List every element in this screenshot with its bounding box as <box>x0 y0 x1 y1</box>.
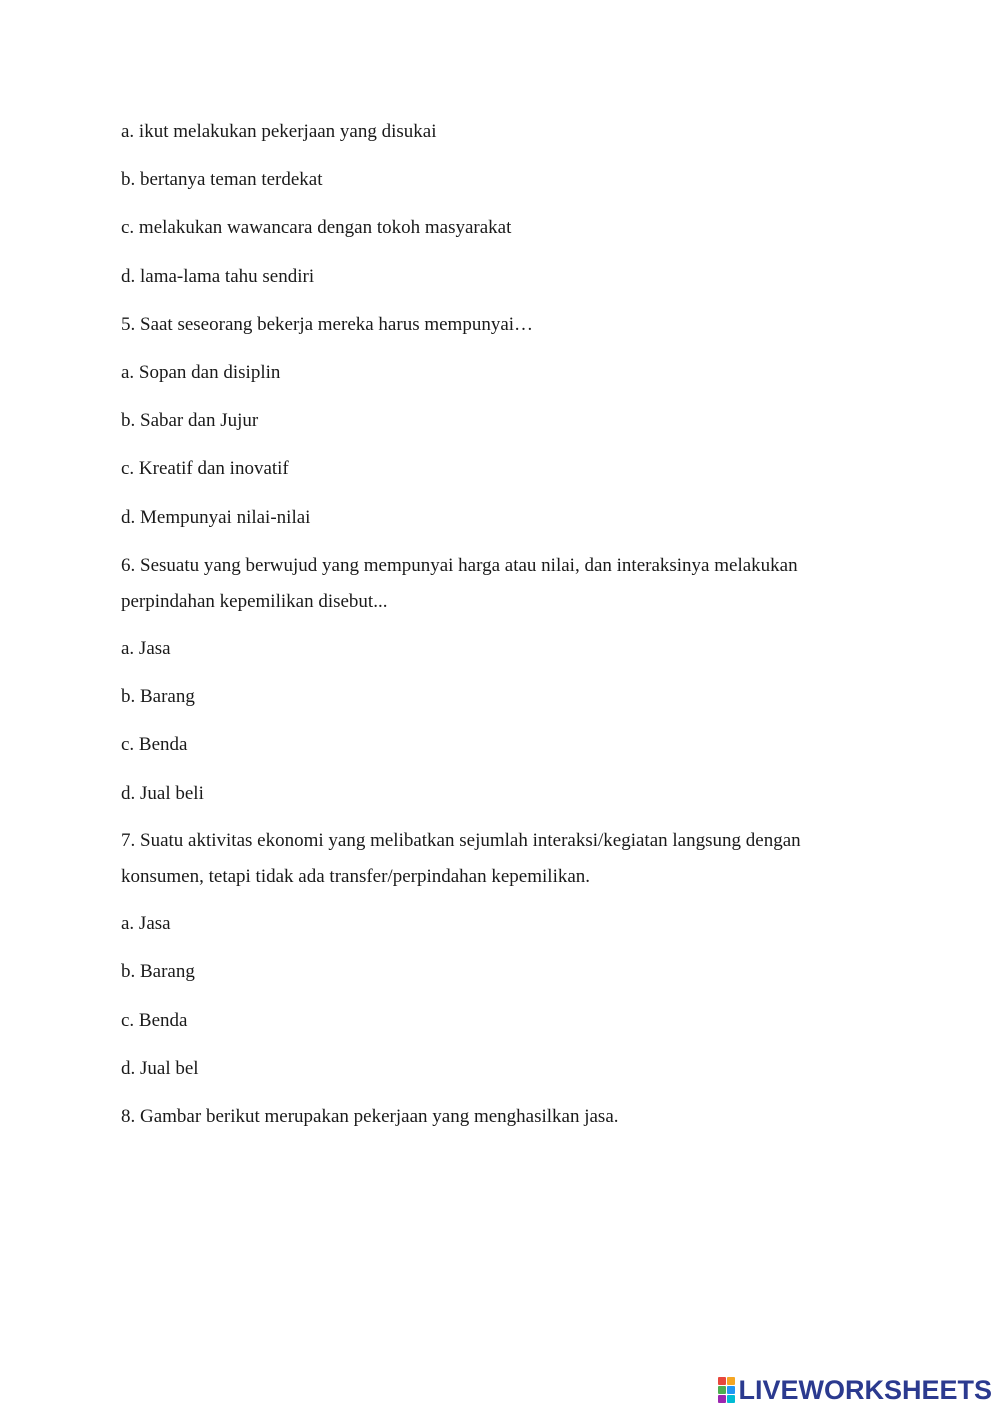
option-4a: a. ikut melakukan pekerjaan yang disukai <box>121 121 437 142</box>
question-8: 8. Gambar berikut merupakan pekerjaan yang menghasilkan jasa. <box>121 1106 619 1127</box>
liveworksheets-logo-icon <box>718 1377 735 1403</box>
option-7a: a. Jasa <box>121 913 171 934</box>
option-5a: a. Sopan dan disiplin <box>121 362 281 383</box>
option-5d: d. Mempunyai nilai-nilai <box>121 507 311 528</box>
option-5b: b. Sabar dan Jujur <box>121 410 259 431</box>
option-5c: c. Kreatif dan inovatif <box>121 458 289 479</box>
question-6-line-1: 6. Sesuatu yang berwujud yang mempunyai harga atau nilai, dan interaksinya melakukan <box>121 555 798 576</box>
option-6b: b. Barang <box>121 686 195 707</box>
option-7c: c. Benda <box>121 1010 188 1031</box>
liveworksheets-watermark <box>718 1375 992 1405</box>
option-7d: d. Jual bel <box>121 1058 199 1079</box>
option-6a: a. Jasa <box>121 638 171 659</box>
question-7-line-1: 7. Suatu aktivitas ekonomi yang melibatkan sejumlah interaksi/kegiatan langsung dengan <box>121 830 801 851</box>
question-5: 5. Saat seseorang bekerja mereka harus mempunyai… <box>121 314 534 335</box>
option-7b: b. Barang <box>121 961 195 982</box>
question-6-line-2: perpindahan kepemilikan disebut... <box>121 591 388 612</box>
option-4c: c. melakukan wawancara dengan tokoh masyarakat <box>121 217 512 238</box>
watermark-text: LIVEWORKSHEETS <box>738 1375 992 1405</box>
option-4d: d. lama-lama tahu sendiri <box>121 266 315 287</box>
option-6d: d. Jual beli <box>121 783 204 804</box>
question-7-line-2: konsumen, tetapi tidak ada transfer/perpindahan kepemilikan. <box>121 866 591 887</box>
option-6c: c. Benda <box>121 734 188 755</box>
option-4b: b. bertanya teman terdekat <box>121 169 323 190</box>
